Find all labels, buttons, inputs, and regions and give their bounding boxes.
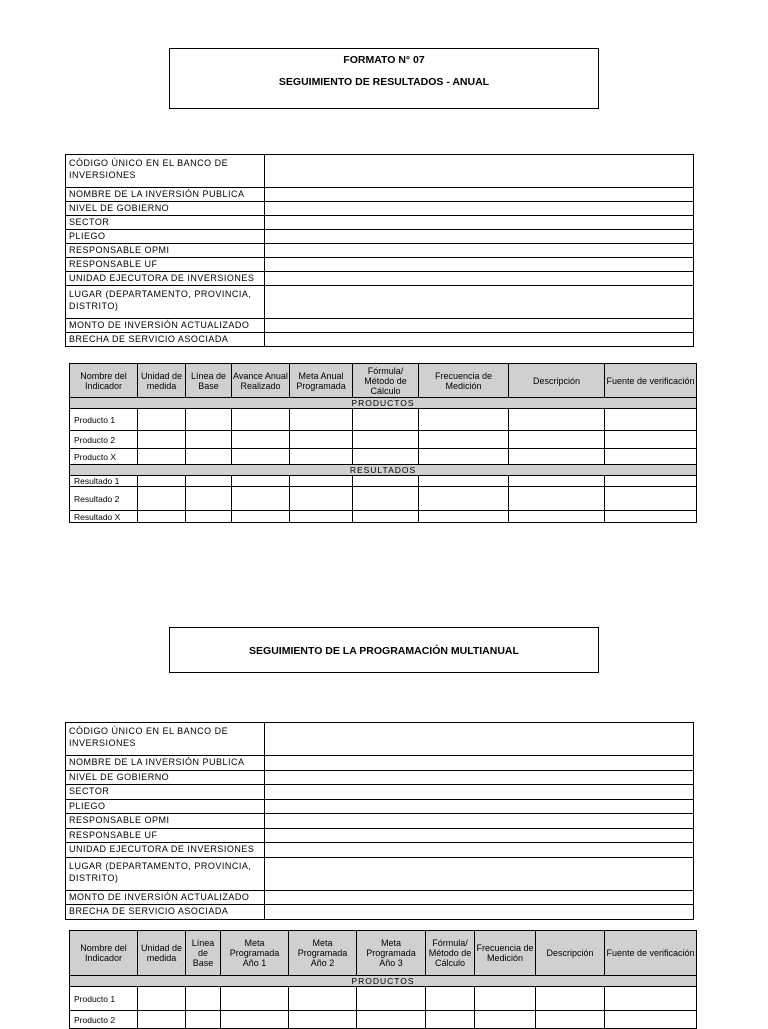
multiannual-title: SEGUIMIENTO DE LA PROGRAMACIÓN MULTIANUAL (249, 645, 519, 657)
section-label: PRODUCTOS (70, 976, 697, 987)
info-label-codigo-unico-en-el-banco-de-in: CÓDIGO ÚNICO EN EL BANCO DE INVERSIONES (66, 723, 265, 756)
indicator-cell[interactable] (605, 431, 697, 449)
info-value-field[interactable] (265, 799, 694, 814)
indicator-cell[interactable] (605, 449, 697, 465)
info-row (66, 319, 694, 333)
info-row (66, 333, 694, 347)
info-value-field[interactable] (265, 202, 694, 216)
indicator-row (70, 431, 697, 449)
info-row (66, 905, 694, 920)
indicator-cell[interactable] (605, 987, 697, 1011)
info-row (66, 814, 694, 829)
indicator-cell[interactable] (475, 1011, 536, 1029)
indicator-cell[interactable] (232, 431, 290, 449)
indicator-cell[interactable] (289, 1011, 357, 1029)
indicator-row (70, 409, 697, 431)
column-header-unidad-de-medida: Unidad de medida (138, 931, 186, 976)
indicator-cell[interactable] (509, 476, 605, 487)
column-header-meta-programada-ano-2: Meta Programada Año 2 (289, 931, 357, 976)
column-header-unidad-de-medida: Unidad de medida (138, 364, 186, 398)
column-header-nombre-del-indicador: Nombre del Indicador (70, 931, 138, 976)
indicator-cell[interactable] (353, 409, 419, 431)
info-value-field[interactable] (265, 230, 694, 244)
indicator-cell[interactable] (221, 987, 289, 1011)
info-label-monto-de-inversion-actualizado: MONTO DE INVERSIÓN ACTUALIZADO (66, 319, 265, 333)
format-title-box (169, 48, 599, 109)
info-value-field[interactable] (265, 319, 694, 333)
info-label-sector: SECTOR (66, 785, 265, 800)
indicator-cell[interactable] (232, 511, 290, 523)
indicator-row (70, 476, 697, 487)
indicator-row (70, 449, 697, 465)
column-header-avance-anual-realizado: Avance Anual Realizado (232, 364, 290, 398)
info-value-field[interactable] (265, 843, 694, 858)
column-header-fuente-de-verificacion: Fuente de verificación (605, 931, 697, 976)
info-value-field[interactable] (265, 244, 694, 258)
indicator-row (70, 487, 697, 511)
indicator-cell[interactable] (419, 511, 509, 523)
indicator-cell[interactable] (186, 476, 232, 487)
indicator-cell[interactable] (509, 487, 605, 511)
indicator-cell[interactable] (509, 511, 605, 523)
info-label-responsable-uf: RESPONSABLE UF (66, 258, 265, 272)
info-label-monto-de-inversion-actualizado: MONTO DE INVERSIÓN ACTUALIZADO (66, 890, 265, 905)
info-label-sector: SECTOR (66, 216, 265, 230)
section-row-results (70, 465, 697, 476)
indicator-name: Producto 2 (70, 431, 138, 449)
section-row-products (70, 398, 697, 409)
indicator-name: Producto 2 (70, 1011, 138, 1029)
info-row (66, 723, 694, 756)
format-subtitle: SEGUIMIENTO DE RESULTADOS - ANUAL (278, 76, 490, 88)
column-header-meta-anual-programada: Meta Anual Programada (290, 364, 353, 398)
info-value-field[interactable] (265, 770, 694, 785)
info-label-lugar-departamento-provincia-d: LUGAR (DEPARTAMENTO, PROVINCIA, DISTRITO) (66, 286, 265, 319)
column-header-fuente-de-verificacion: Fuente de verificación (605, 364, 697, 398)
indicator-cell[interactable] (419, 449, 509, 465)
info-row (66, 770, 694, 785)
column-header-nombre-del-indicador: Nombre del Indicador (70, 364, 138, 398)
column-header-meta-programada-ano-3: Meta Programada Año 3 (357, 931, 426, 976)
info-value-field[interactable] (265, 756, 694, 771)
indicator-cell[interactable] (605, 476, 697, 487)
indicator-row (70, 511, 697, 523)
indicator-name: Resultado X (70, 511, 138, 523)
info-label-nivel-de-gobierno: NIVEL DE GOBIERNO (66, 202, 265, 216)
indicator-cell[interactable] (186, 409, 232, 431)
multiannual-title-box (169, 627, 599, 673)
indicator-cell[interactable] (290, 487, 353, 511)
info-row (66, 785, 694, 800)
indicator-cell[interactable] (186, 1011, 221, 1029)
indicator-name: Producto 1 (70, 409, 138, 431)
column-header-formula-metodo-de-calcul: Fórmula/ Método de Cálculo (353, 364, 419, 398)
indicator-cell[interactable] (353, 449, 419, 465)
indicator-cell[interactable] (357, 987, 426, 1011)
indicator-cell[interactable] (186, 511, 232, 523)
indicator-cell[interactable] (605, 409, 697, 431)
indicator-cell[interactable] (605, 1011, 697, 1029)
info-row (66, 272, 694, 286)
info-row (66, 258, 694, 272)
indicator-cell[interactable] (605, 487, 697, 511)
section-row-products (70, 976, 697, 987)
column-header-linea-de-base: Línea de Base (186, 364, 232, 398)
indicator-cell[interactable] (138, 987, 186, 1011)
indicator-cell[interactable] (419, 431, 509, 449)
info-row (66, 286, 694, 319)
info-row (66, 155, 694, 188)
info-label-codigo-unico-en-el-banco-de-in: CÓDIGO ÚNICO EN EL BANCO DE INVERSIONES (66, 155, 265, 188)
indicator-cell[interactable] (426, 987, 475, 1011)
info-value-field[interactable] (265, 905, 694, 920)
indicator-cell[interactable] (289, 987, 357, 1011)
column-header-frecuencia-de-medicion: Frecuencia de Medición (475, 931, 536, 976)
info-row (66, 216, 694, 230)
indicator-cell[interactable] (290, 449, 353, 465)
investment-info-table-multiannual (65, 722, 694, 920)
indicator-cell[interactable] (290, 409, 353, 431)
info-row (66, 202, 694, 216)
indicator-cell[interactable] (353, 511, 419, 523)
indicator-cell[interactable] (186, 449, 232, 465)
info-row (66, 843, 694, 858)
indicator-cell[interactable] (138, 511, 186, 523)
info-row (66, 188, 694, 202)
info-value-field[interactable] (265, 258, 694, 272)
indicator-cell[interactable] (509, 449, 605, 465)
info-label-responsable-opmi: RESPONSABLE OPMI (66, 814, 265, 829)
info-label-unidad-ejecutora-de-inversione: UNIDAD EJECUTORA DE INVERSIONES (66, 272, 265, 286)
info-label-nivel-de-gobierno: NIVEL DE GOBIERNO (66, 770, 265, 785)
indicator-cell[interactable] (419, 487, 509, 511)
info-value-field[interactable] (265, 890, 694, 905)
indicator-cell[interactable] (186, 431, 232, 449)
format-number: FORMATO N° 07 (343, 54, 425, 66)
info-label-nombre-de-la-inversion-publica: NOMBRE DE LA INVERSIÓN PUBLICA (66, 756, 265, 771)
info-value-field[interactable] (265, 286, 694, 319)
indicator-cell[interactable] (290, 476, 353, 487)
indicator-cell[interactable] (353, 431, 419, 449)
indicator-cell[interactable] (290, 431, 353, 449)
indicator-table-annual (69, 363, 697, 523)
indicator-name: Resultado 1 (70, 476, 138, 487)
info-label-nombre-de-la-inversion-publica: NOMBRE DE LA INVERSIÓN PUBLICA (66, 188, 265, 202)
indicator-cell[interactable] (353, 487, 419, 511)
info-label-pliego: PLIEGO (66, 799, 265, 814)
indicator-cell[interactable] (232, 449, 290, 465)
info-row (66, 230, 694, 244)
column-header-descripcion: Descripción (536, 931, 605, 976)
indicator-cell[interactable] (186, 987, 221, 1011)
indicator-table-multiannual (69, 930, 697, 1029)
info-label-unidad-ejecutora-de-inversione: UNIDAD EJECUTORA DE INVERSIONES (66, 843, 265, 858)
indicator-cell[interactable] (138, 431, 186, 449)
indicator-cell[interactable] (221, 1011, 289, 1029)
indicator-cell[interactable] (138, 449, 186, 465)
column-header-frecuencia-de-medicion: Frecuencia de Medición (419, 364, 509, 398)
info-label-responsable-uf: RESPONSABLE UF (66, 828, 265, 843)
column-header-linea-de-base: Línea de Base (186, 931, 221, 976)
info-row (66, 857, 694, 890)
indicator-cell[interactable] (426, 1011, 475, 1029)
column-header-meta-programada-ano-1: Meta Programada Año 1 (221, 931, 289, 976)
info-row (66, 890, 694, 905)
indicator-cell[interactable] (232, 487, 290, 511)
indicator-cell[interactable] (419, 409, 509, 431)
indicator-name: Producto 1 (70, 987, 138, 1011)
info-value-field[interactable] (265, 723, 694, 756)
info-label-lugar-departamento-provincia-d: LUGAR (DEPARTAMENTO, PROVINCIA, DISTRITO) (66, 857, 265, 890)
indicator-cell[interactable] (475, 987, 536, 1011)
indicator-cell[interactable] (536, 1011, 605, 1029)
indicator-cell[interactable] (357, 1011, 426, 1029)
indicator-cell[interactable] (138, 409, 186, 431)
indicator-cell[interactable] (536, 987, 605, 1011)
section-label: PRODUCTOS (70, 398, 697, 409)
indicator-cell[interactable] (353, 476, 419, 487)
info-label-brecha-de-servicio-asociada: BRECHA DE SERVICIO ASOCIADA (66, 333, 265, 347)
info-row (66, 244, 694, 258)
info-label-pliego: PLIEGO (66, 230, 265, 244)
indicator-cell[interactable] (138, 476, 186, 487)
info-value-field[interactable] (265, 785, 694, 800)
indicator-cell[interactable] (605, 511, 697, 523)
indicator-cell[interactable] (509, 409, 605, 431)
info-row (66, 799, 694, 814)
info-row (66, 756, 694, 771)
indicator-name: Resultado 2 (70, 487, 138, 511)
indicator-row (70, 987, 697, 1011)
info-value-field[interactable] (265, 857, 694, 890)
info-value-field[interactable] (265, 188, 694, 202)
info-value-field[interactable] (265, 828, 694, 843)
indicator-cell[interactable] (419, 476, 509, 487)
column-header-descripcion: Descripción (509, 364, 605, 398)
investment-info-table-annual (65, 154, 694, 347)
indicator-name: Producto X (70, 449, 138, 465)
indicator-cell[interactable] (232, 409, 290, 431)
section-label: RESULTADOS (70, 465, 697, 476)
info-value-field[interactable] (265, 333, 694, 347)
info-value-field[interactable] (265, 216, 694, 230)
indicator-cell[interactable] (509, 431, 605, 449)
column-header-formula-metodo-de-calcul: Fórmula/ Método de Cálculo (426, 931, 475, 976)
info-value-field[interactable] (265, 155, 694, 188)
indicator-row (70, 1011, 697, 1029)
info-label-responsable-opmi: RESPONSABLE OPMI (66, 244, 265, 258)
info-label-brecha-de-servicio-asociada: BRECHA DE SERVICIO ASOCIADA (66, 905, 265, 920)
indicator-cell[interactable] (138, 487, 186, 511)
info-value-field[interactable] (265, 814, 694, 829)
info-value-field[interactable] (265, 272, 694, 286)
indicator-cell[interactable] (186, 487, 232, 511)
info-row (66, 828, 694, 843)
indicator-cell[interactable] (138, 1011, 186, 1029)
indicator-cell[interactable] (290, 511, 353, 523)
indicator-cell[interactable] (232, 476, 290, 487)
